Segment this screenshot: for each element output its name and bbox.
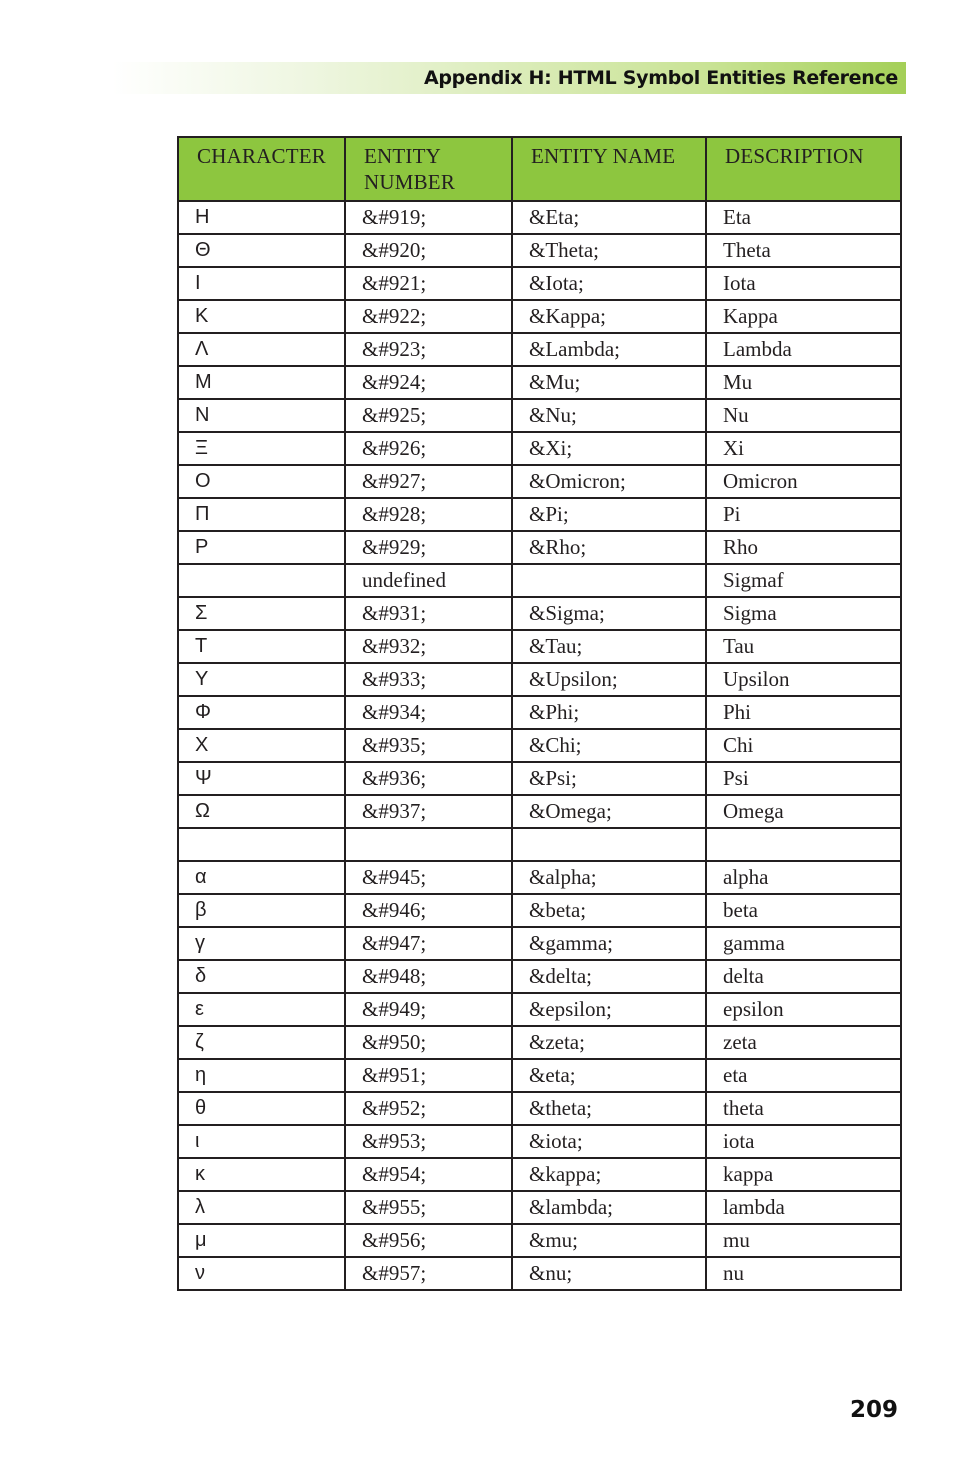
table-row: [178, 960, 901, 993]
cell-description: gamma: [706, 927, 901, 960]
cell-entity-name: &alpha;: [512, 861, 706, 894]
cell-description: Nu: [706, 399, 901, 432]
cell-entity-number: [345, 828, 512, 861]
cell-entity-name: &delta;: [512, 960, 706, 993]
table-row: [178, 1224, 901, 1257]
cell-character: Τ: [178, 630, 345, 663]
cell-entity-number: &#934;: [345, 696, 512, 729]
cell-description: beta: [706, 894, 901, 927]
table-row: [178, 465, 901, 498]
cell-description: Eta: [706, 201, 901, 234]
cell-character: Η: [178, 201, 345, 234]
table-row: [178, 399, 901, 432]
cell-description: theta: [706, 1092, 901, 1125]
table-row: [178, 432, 901, 465]
cell-description: Sigma: [706, 597, 901, 630]
cell-entity-number: &#947;: [345, 927, 512, 960]
cell-entity-name: &eta;: [512, 1059, 706, 1092]
cell-entity-name: &Mu;: [512, 366, 706, 399]
cell-entity-number: &#921;: [345, 267, 512, 300]
cell-entity-name: &kappa;: [512, 1158, 706, 1191]
cell-entity-number: &#945;: [345, 861, 512, 894]
cell-character: θ: [178, 1092, 345, 1125]
table-row: [178, 564, 901, 597]
cell-character: Κ: [178, 300, 345, 333]
table-row: [178, 729, 901, 762]
cell-description: Tau: [706, 630, 901, 663]
cell-entity-number: &#932;: [345, 630, 512, 663]
cell-entity-name: [512, 564, 706, 597]
cell-entity-name: &mu;: [512, 1224, 706, 1257]
cell-entity-name: &iota;: [512, 1125, 706, 1158]
cell-entity-number: &#948;: [345, 960, 512, 993]
table-row: [178, 300, 901, 333]
cell-entity-name: &theta;: [512, 1092, 706, 1125]
cell-entity-name: &Chi;: [512, 729, 706, 762]
cell-entity-number: &#953;: [345, 1125, 512, 1158]
cell-character: Φ: [178, 696, 345, 729]
table-row: [178, 1092, 901, 1125]
cell-entity-number: &#929;: [345, 531, 512, 564]
cell-description: Omicron: [706, 465, 901, 498]
page-number: 209: [849, 1397, 898, 1423]
cell-character: Ν: [178, 399, 345, 432]
cell-description: alpha: [706, 861, 901, 894]
table-row: [178, 267, 901, 300]
cell-character: Π: [178, 498, 345, 531]
cell-character: δ: [178, 960, 345, 993]
cell-entity-name: &Kappa;: [512, 300, 706, 333]
cell-entity-name: &Theta;: [512, 234, 706, 267]
cell-character: Σ: [178, 597, 345, 630]
cell-entity-name: &Phi;: [512, 696, 706, 729]
cell-character: Ο: [178, 465, 345, 498]
cell-entity-number: &#957;: [345, 1257, 512, 1290]
table-body: [178, 201, 901, 1290]
cell-description: iota: [706, 1125, 901, 1158]
table-row: [178, 993, 901, 1026]
cell-entity-number: &#956;: [345, 1224, 512, 1257]
cell-entity-number: &#954;: [345, 1158, 512, 1191]
cell-entity-name: &Sigma;: [512, 597, 706, 630]
cell-description: Mu: [706, 366, 901, 399]
cell-entity-name: &lambda;: [512, 1191, 706, 1224]
cell-character: κ: [178, 1158, 345, 1191]
cell-entity-number: undefined: [345, 564, 512, 597]
table-row: [178, 696, 901, 729]
cell-entity-name: &gamma;: [512, 927, 706, 960]
cell-description: Theta: [706, 234, 901, 267]
cell-character: ε: [178, 993, 345, 1026]
cell-character: [178, 828, 345, 861]
table-row: [178, 597, 901, 630]
cell-character: γ: [178, 927, 345, 960]
cell-entity-name: &Iota;: [512, 267, 706, 300]
cell-entity-number: &#949;: [345, 993, 512, 1026]
column-header-description: DESCRIPTION: [706, 137, 901, 201]
cell-entity-number: &#935;: [345, 729, 512, 762]
cell-entity-name: &Eta;: [512, 201, 706, 234]
cell-entity-number: &#922;: [345, 300, 512, 333]
cell-entity-number: &#951;: [345, 1059, 512, 1092]
cell-entity-number: &#924;: [345, 366, 512, 399]
cell-entity-number: &#931;: [345, 597, 512, 630]
column-header-entity-number: ENTITY NUMBER: [345, 137, 512, 201]
table-row: [178, 1158, 901, 1191]
cell-entity-name: &Upsilon;: [512, 663, 706, 696]
cell-description: Sigmaf: [706, 564, 901, 597]
table-row: [178, 366, 901, 399]
table-row: [178, 894, 901, 927]
cell-entity-name: &Pi;: [512, 498, 706, 531]
cell-character: ζ: [178, 1026, 345, 1059]
cell-character: Ξ: [178, 432, 345, 465]
cell-description: Rho: [706, 531, 901, 564]
cell-entity-number: &#936;: [345, 762, 512, 795]
cell-entity-name: &zeta;: [512, 1026, 706, 1059]
table-row: [178, 795, 901, 828]
cell-entity-name: &epsilon;: [512, 993, 706, 1026]
cell-character: Ρ: [178, 531, 345, 564]
cell-entity-name: &nu;: [512, 1257, 706, 1290]
table-row: [178, 927, 901, 960]
cell-entity-number: &#925;: [345, 399, 512, 432]
cell-entity-name: &Omicron;: [512, 465, 706, 498]
cell-character: λ: [178, 1191, 345, 1224]
cell-description: [706, 828, 901, 861]
table-row: [178, 201, 901, 234]
cell-entity-name: &Xi;: [512, 432, 706, 465]
table-row: [178, 333, 901, 366]
cell-description: zeta: [706, 1026, 901, 1059]
table-row: [178, 1059, 901, 1092]
table-row: [178, 828, 901, 861]
table-row: [178, 1257, 901, 1290]
table-row: [178, 234, 901, 267]
cell-entity-name: &Tau;: [512, 630, 706, 663]
cell-character: Ψ: [178, 762, 345, 795]
table-row: [178, 1026, 901, 1059]
cell-character: [178, 564, 345, 597]
cell-entity-name: &beta;: [512, 894, 706, 927]
cell-entity-number: &#919;: [345, 201, 512, 234]
cell-character: μ: [178, 1224, 345, 1257]
table-header-row: [178, 137, 901, 201]
cell-entity-number: &#952;: [345, 1092, 512, 1125]
table-row: [178, 498, 901, 531]
cell-description: mu: [706, 1224, 901, 1257]
cell-character: ν: [178, 1257, 345, 1290]
cell-entity-name: &Lambda;: [512, 333, 706, 366]
cell-character: Χ: [178, 729, 345, 762]
cell-description: Pi: [706, 498, 901, 531]
cell-description: Xi: [706, 432, 901, 465]
cell-character: Μ: [178, 366, 345, 399]
cell-description: Kappa: [706, 300, 901, 333]
cell-description: Upsilon: [706, 663, 901, 696]
page-header-title: Appendix H: HTML Symbol Entities Reference: [423, 67, 898, 89]
cell-character: Θ: [178, 234, 345, 267]
cell-entity-name: &Omega;: [512, 795, 706, 828]
cell-character: Λ: [178, 333, 345, 366]
cell-entity-number: &#933;: [345, 663, 512, 696]
cell-description: Chi: [706, 729, 901, 762]
entities-table: [177, 136, 902, 1291]
cell-entity-number: &#955;: [345, 1191, 512, 1224]
cell-character: η: [178, 1059, 345, 1092]
cell-description: Iota: [706, 267, 901, 300]
cell-entity-name: &Nu;: [512, 399, 706, 432]
cell-entity-number: &#923;: [345, 333, 512, 366]
table-row: [178, 531, 901, 564]
table-row: [178, 762, 901, 795]
cell-description: epsilon: [706, 993, 901, 1026]
cell-description: delta: [706, 960, 901, 993]
cell-character: Υ: [178, 663, 345, 696]
cell-entity-number: &#926;: [345, 432, 512, 465]
cell-character: Ω: [178, 795, 345, 828]
cell-entity-name: &Rho;: [512, 531, 706, 564]
table-row: [178, 1125, 901, 1158]
cell-character: β: [178, 894, 345, 927]
cell-entity-name: [512, 828, 706, 861]
cell-character: Ι: [178, 267, 345, 300]
cell-description: Omega: [706, 795, 901, 828]
cell-entity-number: &#927;: [345, 465, 512, 498]
table-row: [178, 861, 901, 894]
table-row: [178, 630, 901, 663]
cell-entity-number: &#928;: [345, 498, 512, 531]
cell-entity-number: &#937;: [345, 795, 512, 828]
cell-description: nu: [706, 1257, 901, 1290]
table-row: [178, 1191, 901, 1224]
column-header-entity-name: ENTITY NAME: [512, 137, 706, 201]
cell-character: ι: [178, 1125, 345, 1158]
cell-description: Psi: [706, 762, 901, 795]
cell-entity-name: &Psi;: [512, 762, 706, 795]
cell-character: α: [178, 861, 345, 894]
cell-description: Phi: [706, 696, 901, 729]
cell-description: Lambda: [706, 333, 901, 366]
cell-entity-number: &#950;: [345, 1026, 512, 1059]
cell-description: lambda: [706, 1191, 901, 1224]
table-row: [178, 663, 901, 696]
cell-description: eta: [706, 1059, 901, 1092]
cell-description: kappa: [706, 1158, 901, 1191]
cell-entity-number: &#920;: [345, 234, 512, 267]
cell-entity-number: &#946;: [345, 894, 512, 927]
column-header-character: CHARACTER: [178, 137, 345, 201]
